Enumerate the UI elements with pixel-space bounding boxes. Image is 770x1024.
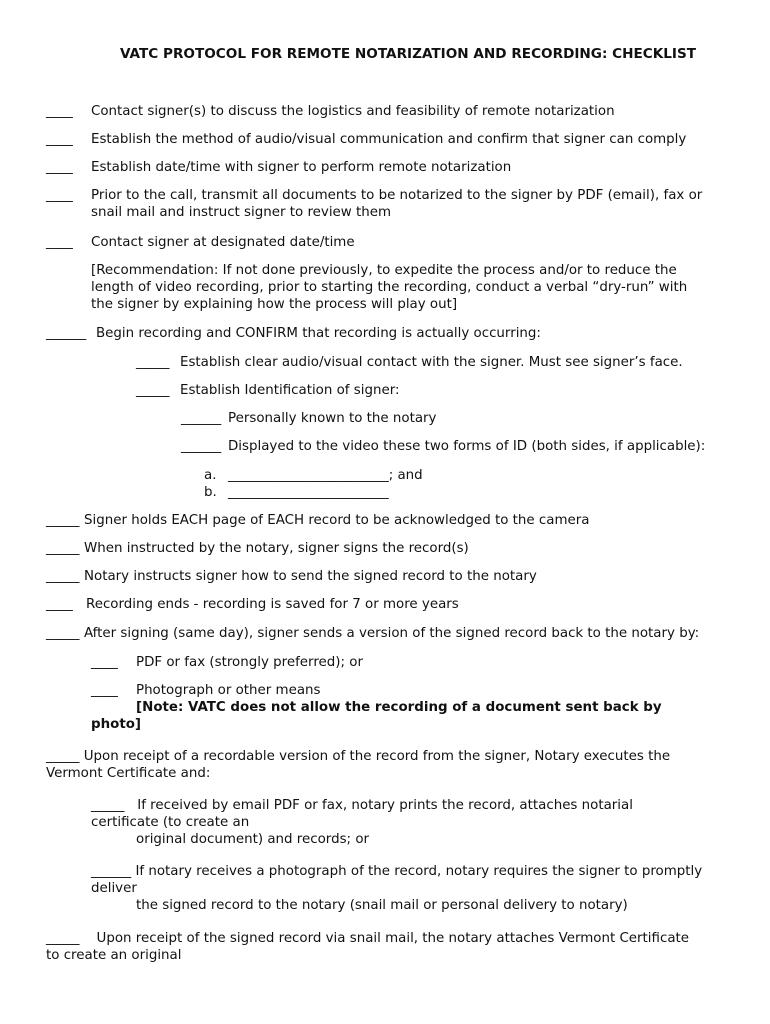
item-text: Photograph or other means (136, 683, 321, 698)
item-text: Recording ends - recording is saved for 7 or more years (86, 597, 459, 612)
check-blank: _____ (46, 626, 80, 641)
check-blank: _____ (136, 383, 170, 398)
item-text: certificate (to create an (91, 815, 250, 830)
check-blank: ____ (91, 655, 118, 670)
item-text: Establish clear audio/visual contact with the signer. Must see signer’s face. (180, 355, 683, 370)
checklist-item (46, 748, 670, 782)
list-label: a. (204, 468, 217, 483)
check-blank: ____ (46, 132, 73, 147)
recommendation-note (91, 262, 687, 313)
id-suffix: ; and (388, 468, 423, 483)
checklist-item (46, 512, 589, 529)
item-text: Establish date/time with signer to perform remote notarization (91, 160, 512, 175)
checklist-item (46, 596, 459, 613)
check-blank: _____ (136, 355, 170, 370)
check-blank: _____ (46, 931, 80, 946)
item-text: Establish the method of audio/visual communication and confirm that signer can comply (91, 132, 687, 147)
note-line: [Note: VATC does not allow the recording of a document sent back by (136, 700, 662, 715)
checklist-item (46, 234, 355, 251)
checklist-item (46, 103, 615, 120)
item-text: original document) and records; or (136, 832, 370, 847)
check-blank: ____ (46, 160, 73, 175)
id-line-a (204, 467, 423, 484)
checklist-subitem (136, 354, 683, 371)
note-line: length of video recording, prior to starting the recording, conduct a verbal “dry-run” with (91, 280, 688, 295)
checklist-item (46, 568, 537, 585)
item-text: Establish Identification of signer: (180, 383, 400, 398)
item-text: If notary receives a photograph of the record, notary requires the signer to promptly (135, 864, 703, 879)
item-text: When instructed by the notary, signer signs the record(s) (84, 541, 469, 556)
item-text: deliver (91, 881, 137, 896)
checklist-subitem (181, 438, 705, 455)
item-text: PDF or fax (strongly preferred); or (136, 655, 363, 670)
item-text: Signer holds EACH page of EACH record to be acknowledged to the camera (84, 513, 590, 528)
check-blank: ______ (181, 439, 222, 454)
item-text: to create an original (46, 948, 182, 963)
id-line-b (204, 484, 389, 501)
checklist-subitem (91, 797, 633, 848)
list-label: b. (204, 485, 217, 500)
check-blank: ____ (46, 188, 73, 203)
item-text: Begin recording and CONFIRM that recording is actually occurring: (96, 326, 541, 341)
check-blank: ____ (46, 104, 73, 119)
checklist-item (46, 540, 469, 557)
note-line: [Recommendation: If not done previously, to expedite the process and/or to reduce the (91, 263, 677, 278)
checklist-item (46, 131, 686, 148)
checklist-item (46, 325, 541, 342)
item-text: snail mail and instruct signer to review them (91, 205, 392, 220)
checklist-subitem (91, 682, 321, 699)
check-blank: ______ (46, 326, 87, 341)
checklist-subitem (181, 410, 436, 427)
check-blank: _____ (46, 569, 80, 584)
check-blank: ____ (46, 597, 73, 612)
checklist-subitem (91, 863, 702, 914)
id-blank: ________________________ (228, 468, 389, 483)
note-line: the signer by explaining how the process will play out] (91, 297, 458, 312)
item-text: Notary instructs signer how to send the signed record to the notary (84, 569, 537, 584)
checklist-item (46, 625, 699, 642)
item-text: Prior to the call, transmit all documents to be notarized to the signer by PDF (email), fax or (91, 188, 703, 203)
item-text: Contact signer(s) to discuss the logistics and feasibility of remote notarization (91, 104, 615, 119)
check-blank: _____ (46, 749, 80, 764)
check-blank: _____ (91, 798, 125, 813)
item-text: Upon receipt of a recordable version of the record from the signer, Notary executes the (83, 749, 671, 764)
checklist-subitem (136, 382, 399, 399)
vatc-note (91, 699, 662, 733)
item-text: Displayed to the video these two forms of ID (both sides, if applicable): (228, 439, 706, 454)
item-text: Personally known to the notary (228, 411, 437, 426)
check-blank: ______ (181, 411, 222, 426)
check-blank: ____ (46, 235, 73, 250)
check-blank: _____ (46, 541, 80, 556)
checklist-item (46, 930, 689, 964)
checklist-subitem (91, 654, 363, 671)
item-text: Vermont Certificate and: (46, 766, 211, 781)
check-blank: _____ (46, 513, 80, 528)
checklist-item (46, 159, 511, 176)
note-line: photo] (91, 717, 142, 732)
item-text: the signed record to the notary (snail mail or personal delivery to notary) (136, 898, 628, 913)
check-blank: ____ (91, 683, 118, 698)
item-text: After signing (same day), signer sends a version of the signed record back to the notary by: (84, 626, 700, 641)
item-text: If received by email PDF or fax, notary prints the record, attaches notarial (137, 798, 633, 813)
check-blank: ______ (91, 864, 132, 879)
document-title: VATC PROTOCOL FOR REMOTE NOTARIZATION AND RECORDING: CHECKLIST (119, 46, 697, 62)
id-blank: ________________________ (228, 485, 389, 500)
item-text: Upon receipt of the signed record via snail mail, the notary attaches Vermont Certificate (96, 931, 690, 946)
checklist-item (46, 187, 702, 221)
item-text: Contact signer at designated date/time (91, 235, 355, 250)
